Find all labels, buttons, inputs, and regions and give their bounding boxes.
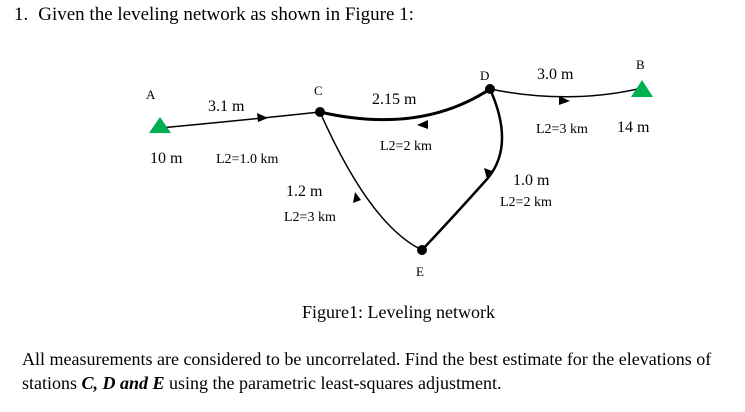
length-d-e: L2=2 km xyxy=(500,195,552,210)
label-station-e: E xyxy=(416,264,424,279)
arrow-d-to-c xyxy=(417,120,428,129)
length-a-c: L2=1.0 km xyxy=(216,152,279,167)
question-number: 1. xyxy=(14,4,29,25)
elevation-a: 10 m xyxy=(150,150,183,167)
dh-a-c: 3.1 m xyxy=(208,98,245,115)
label-station-a: A xyxy=(146,87,156,102)
station-c-dot xyxy=(315,107,325,117)
edge-e-c xyxy=(320,112,422,250)
problem-statement xyxy=(22,347,737,395)
dh-d-e: 1.0 m xyxy=(513,172,550,189)
elevation-b: 14 m xyxy=(617,119,650,136)
station-d-dot xyxy=(485,84,495,94)
figure-caption: Figure1: Leveling network xyxy=(302,302,495,322)
label-station-c: C xyxy=(314,83,323,98)
arrow-a-to-c xyxy=(257,113,268,122)
problem-text-before: All measurements are considered to be uncorrelated. Find the best estimate for the elevations of stations xyxy=(22,349,712,393)
dh-e-c: 1.2 m xyxy=(286,183,323,200)
question-text: Given the leveling network as shown in Figure 1: xyxy=(38,4,414,25)
benchmark-a-triangle xyxy=(149,117,171,133)
benchmark-b-triangle xyxy=(631,80,653,97)
station-e-dot xyxy=(417,245,427,255)
length-e-c: L2=3 km xyxy=(284,210,336,225)
length-d-b: L2=3 km xyxy=(536,122,588,137)
problem-text-after: using the parametric least-squares adjustment. xyxy=(164,373,502,393)
label-station-b: B xyxy=(636,57,645,72)
label-station-d: D xyxy=(480,68,490,83)
dh-d-c: 2.15 m xyxy=(372,91,417,108)
problem-emphasis: C, D and E xyxy=(81,373,165,393)
dh-d-b: 3.0 m xyxy=(537,66,574,83)
edge-d-b xyxy=(490,88,642,97)
arrow-e-to-c xyxy=(353,192,361,203)
length-d-c: L2=2 km xyxy=(380,139,432,154)
